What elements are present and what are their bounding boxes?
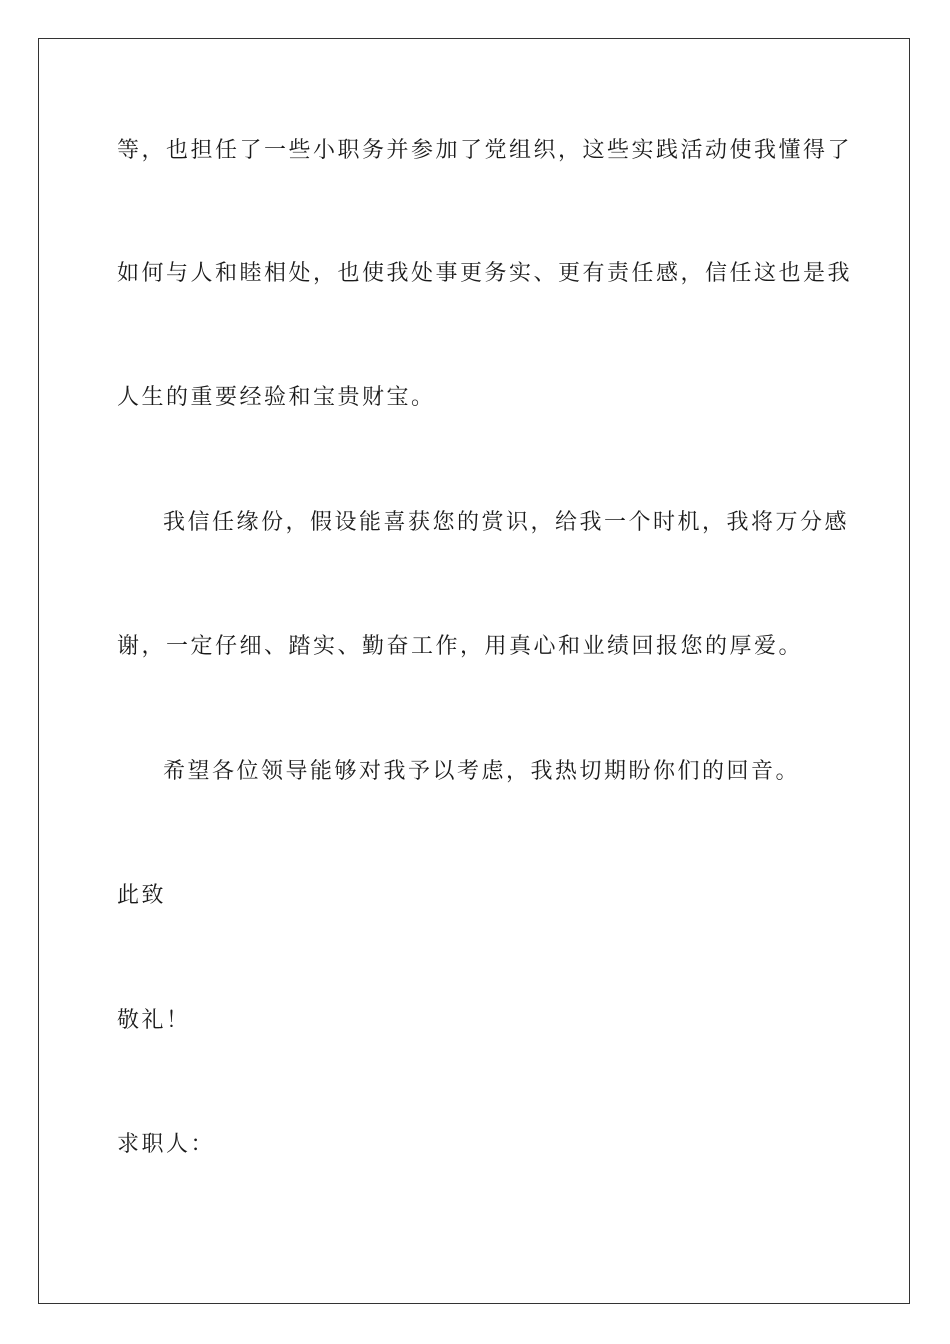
closing-regards: 敬礼！ — [117, 1008, 191, 1033]
paragraph-line-3: 人生的重要经验和宝贵财宝。 — [117, 385, 436, 410]
paragraph-line-6: 希望各位领导能够对我予以考虑，我热切期盼你们的回音。 — [163, 759, 801, 784]
paragraph-line-5: 谢，一定仔细、踏实、勤奋工作，用真心和业绩回报您的厚爱。 — [117, 634, 804, 659]
paragraph-line-2: 如何与人和睦相处，也使我处事更务实、更有责任感，信任这也是我 — [117, 261, 853, 286]
paragraph-line-1: 等，也担任了一些小职务并参加了党组织，这些实践活动使我懂得了 — [117, 138, 853, 163]
signature-label: 求职人： — [117, 1132, 216, 1157]
closing-salutation: 此致 — [117, 883, 167, 908]
page-border — [38, 38, 910, 1304]
paragraph-line-4: 我信任缘份，假设能喜获您的赏识，给我一个时机，我将万分感 — [163, 510, 850, 535]
